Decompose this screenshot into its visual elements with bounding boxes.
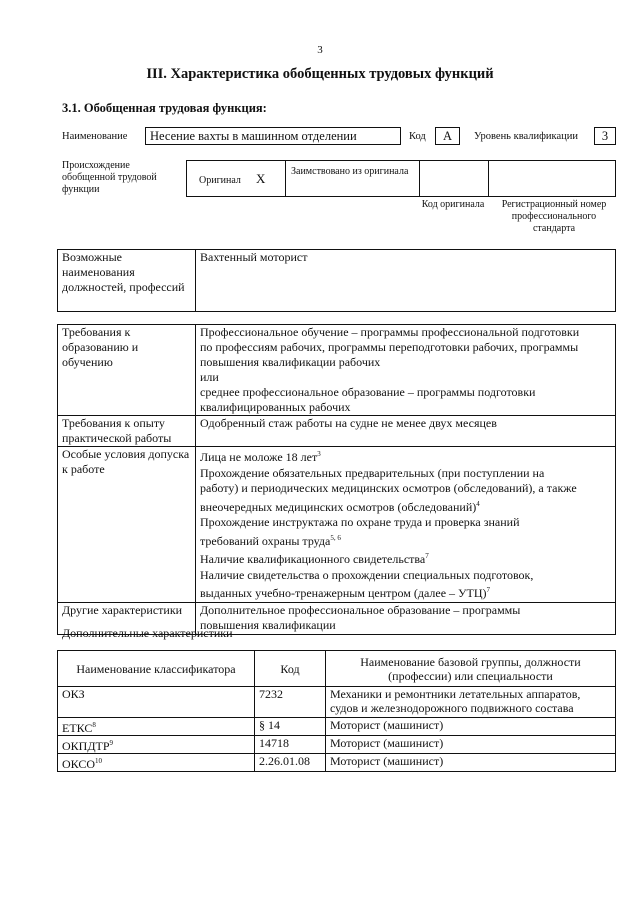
- section-title: III. Характеристика обобщенных трудовых функций: [146, 66, 494, 82]
- page-number: 3: [317, 44, 323, 56]
- special-conditions-label: Особые условия допуска к работе: [58, 447, 196, 603]
- function-name-field: [145, 127, 401, 145]
- origin-label: Происхождение обобщенной трудовой функции: [62, 160, 157, 195]
- classifier-name: ОКЗ: [58, 687, 255, 718]
- table-row: [58, 687, 616, 718]
- education-line: Профессиональное обучение – программы профессиональной подготовки: [200, 325, 580, 339]
- footnote-ref: 9: [109, 739, 114, 747]
- other-characteristics-label: Другие характеристики: [58, 602, 196, 634]
- table-row: [58, 718, 616, 736]
- condition-safety-line: Прохождение инструктажа по охране труда и проверка знаний: [200, 515, 520, 529]
- classifier-code: 2.26.01.08: [255, 754, 326, 772]
- original-mark: Х: [256, 171, 266, 186]
- classifier-desc: Моторист (машинист): [326, 736, 616, 754]
- condition-training-line: Наличие свидетельства о прохождении специальных подготовок,: [200, 567, 534, 582]
- education-line: среднее профессиональное образование – программы подготовки: [200, 385, 536, 399]
- classifier-code: § 14: [255, 718, 326, 736]
- classifier-name-text: ОКПДТР: [62, 739, 110, 753]
- other-characteristics-value: [196, 602, 616, 634]
- classifier-desc: Моторист (машинист): [326, 718, 616, 736]
- footnote-ref: 4: [476, 499, 480, 508]
- footnote-ref: 7: [425, 552, 429, 560]
- condition-medical-line: Прохождение обязательных предварительных (при поступлении на: [200, 465, 545, 480]
- footnote-ref: 7: [486, 586, 491, 594]
- footnote-ref: 8: [92, 721, 96, 729]
- footnote-ref: 10: [95, 757, 103, 765]
- education-label: Требования к образованию и обучению: [58, 325, 196, 416]
- classifier-name-text: ОКСО: [62, 757, 96, 771]
- education-line: повышения квалификации рабочих: [200, 355, 381, 369]
- classifier-desc: Механики и ремонтники летательных аппаратов, судов и железнодорожного подвижного состава: [326, 687, 616, 718]
- positions-table: [57, 249, 616, 312]
- original-code-caption: Код оригинала: [421, 199, 485, 210]
- level-field: [594, 127, 616, 145]
- name-label: Наименование: [62, 131, 128, 142]
- condition-medical-line: работу) и периодических медицинских осмотров (обследований), а также: [200, 481, 577, 495]
- header-group-name: Наименование базовой группы, должности (профессии) или специальности: [326, 651, 616, 687]
- additional-characteristics-title: Дополнительные характеристики: [62, 626, 233, 640]
- special-conditions-value: [196, 447, 616, 603]
- classifier-table: [57, 650, 616, 772]
- header-classifier: Наименование классификатора: [58, 651, 255, 687]
- borrowed-label: Заимствовано из оригинала: [291, 166, 409, 177]
- other-line: Дополнительное профессиональное образование – программы: [200, 602, 521, 617]
- condition-medical-line: [200, 497, 611, 516]
- code-label: Код: [409, 131, 426, 142]
- condition-text: выданных учебно-тренажерным центром (далее – УТЦ): [200, 586, 487, 600]
- condition-age: [200, 447, 611, 466]
- condition-certificate: [200, 549, 611, 568]
- registration-number-caption: Регистрационный номер профессионального стандарта: [501, 199, 607, 234]
- level-value: 3: [601, 129, 609, 143]
- classifier-code: 14718: [255, 736, 326, 754]
- education-line: квалифицированных рабочих: [200, 400, 351, 414]
- level-label: Уровень квалификации: [474, 131, 579, 142]
- condition-text: Наличие квалификационного свидетельства: [200, 552, 426, 566]
- classifier-name: [58, 754, 255, 772]
- classifier-name: [58, 736, 255, 754]
- condition-safety-line: [200, 531, 611, 550]
- table-row: [58, 736, 616, 754]
- footnote-ref: 5, 6: [330, 533, 341, 542]
- other-line: повышения квалификации: [200, 617, 336, 632]
- origin-table: [186, 160, 616, 197]
- education-value: [196, 325, 616, 416]
- requirements-table: [57, 324, 616, 635]
- footnote-ref: 3: [317, 450, 321, 458]
- positions-label: Возможные наименования должностей, профессий: [58, 250, 196, 312]
- classifier-desc: Моторист (машинист): [326, 754, 616, 772]
- education-line: или: [200, 370, 219, 384]
- code-field: [435, 127, 460, 145]
- positions-value: Вахтенный моторист: [196, 250, 616, 312]
- experience-label: Требования к опыту практической работы: [58, 416, 196, 447]
- table-row: [58, 754, 616, 772]
- classifier-name-text: ЕТКС: [62, 721, 93, 735]
- condition-text: Лица не моложе 18 лет: [200, 450, 318, 464]
- education-line: по профессиям рабочих, программы переподготовки рабочих, программы: [200, 340, 579, 354]
- header-code: Код: [255, 651, 326, 687]
- condition-text: внеочередных медицинских осмотров (обследований): [200, 499, 477, 514]
- experience-value: Одобренный стаж работы на судне не менее двух месяцев: [196, 416, 616, 447]
- classifier-code: 7232: [255, 687, 326, 718]
- section-subtitle: 3.1. Обобщенная трудовая функция:: [62, 101, 267, 115]
- classifier-name: [58, 718, 255, 736]
- condition-training-line: [200, 583, 611, 602]
- function-name-value: Несение вахты в машинном отделении: [150, 129, 357, 143]
- condition-text: требований охраны труда: [200, 533, 331, 548]
- original-label: Оригинал: [199, 175, 241, 186]
- code-value: А: [442, 129, 453, 143]
